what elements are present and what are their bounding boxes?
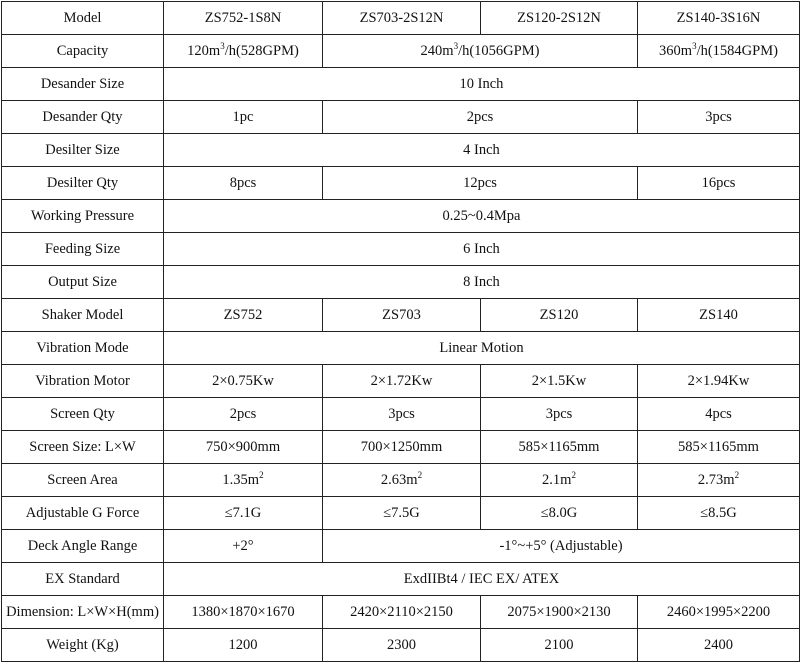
table-cell: ZS752-1S8N (164, 2, 323, 35)
table-row (2, 398, 800, 431)
row-label: Adjustable G Force (2, 497, 164, 530)
table-cell: ≤8.0G (481, 497, 638, 530)
table-row (2, 299, 800, 332)
row-label: Vibration Mode (2, 332, 164, 365)
row-label: Working Pressure (2, 200, 164, 233)
table-cell (638, 464, 800, 497)
table-row (2, 464, 800, 497)
table-cell: 2100 (481, 629, 638, 662)
cell-value: 2.63m (380, 471, 418, 488)
table-row (2, 233, 800, 266)
table-cell: 2400 (638, 629, 800, 662)
row-label: Deck Angle Range (2, 530, 164, 563)
table-row (2, 200, 800, 233)
cell-superscript: 2 (571, 469, 576, 480)
table-cell: ZS140-3S16N (638, 2, 800, 35)
table-cell: 1200 (164, 629, 323, 662)
table-cell: 3pcs (638, 101, 800, 134)
table-row (2, 134, 800, 167)
table-cell: -1°~+5° (Adjustable) (323, 530, 800, 563)
table-cell: 2×1.94Kw (638, 365, 800, 398)
cell-superscript: 3 (692, 40, 697, 51)
table-row (2, 167, 800, 200)
table-cell: Linear Motion (164, 332, 800, 365)
row-label: EX Standard (2, 563, 164, 596)
table-cell: ExdIIBt4 / IEC EX/ ATEX (164, 563, 800, 596)
cell-value: 2.73m (697, 471, 735, 488)
cell-value: 240m (420, 42, 454, 59)
cell-unit: /h(1056GPM) (458, 42, 540, 59)
table-cell: ≤7.5G (323, 497, 481, 530)
table-cell: ZS140 (638, 299, 800, 332)
table-cell: ≤8.5G (638, 497, 800, 530)
row-label: Vibration Motor (2, 365, 164, 398)
table-row (2, 266, 800, 299)
table-row (2, 629, 800, 662)
table-cell: 4 Inch (164, 134, 800, 167)
table-row (2, 563, 800, 596)
table-cell: 8 Inch (164, 266, 800, 299)
table-cell: 585×1165mm (481, 431, 638, 464)
row-label: Model (2, 2, 164, 35)
table-cell: ZS120 (481, 299, 638, 332)
table-row (2, 596, 800, 629)
table-cell: 2300 (323, 629, 481, 662)
table-cell: ≤7.1G (164, 497, 323, 530)
row-label: Output Size (2, 266, 164, 299)
table-cell: 2pcs (164, 398, 323, 431)
table-row (2, 530, 800, 563)
table-cell: 700×1250mm (323, 431, 481, 464)
table-row (2, 497, 800, 530)
table-cell: ZS120-2S12N (481, 2, 638, 35)
table-cell: ZS703 (323, 299, 481, 332)
cell-value: 2.1m (542, 471, 572, 488)
cell-superscript: 2 (734, 469, 740, 480)
table-cell: ZS703-2S12N (323, 2, 481, 35)
cell-value: 360m (659, 42, 693, 59)
row-label: Dimension: L×W×H(mm) (2, 596, 164, 629)
table-cell (638, 35, 800, 68)
cell-superscript: 3 (220, 40, 225, 51)
cell-value: 1.35m (222, 471, 260, 488)
table-cell: 4pcs (638, 398, 800, 431)
specification-table (1, 1, 800, 662)
cell-superscript: 2 (259, 469, 264, 480)
table-row (2, 68, 800, 101)
table-cell: 16pcs (638, 167, 800, 200)
table-cell (164, 464, 323, 497)
table-cell: 585×1165mm (638, 431, 800, 464)
row-label: Weight (Kg) (2, 629, 164, 662)
specification-table-body (2, 2, 800, 662)
cell-value: 120m (187, 42, 221, 59)
table-cell: 10 Inch (164, 68, 800, 101)
table-cell (323, 464, 481, 497)
table-cell: +2° (164, 530, 323, 563)
table-cell (481, 464, 638, 497)
table-cell: 0.25~0.4Mpa (164, 200, 800, 233)
table-cell: 3pcs (323, 398, 481, 431)
table-cell: 1pc (164, 101, 323, 134)
table-cell (164, 35, 323, 68)
table-cell: 2075×1900×2130 (481, 596, 638, 629)
table-cell: 2420×2110×2150 (323, 596, 481, 629)
table-cell: 6 Inch (164, 233, 800, 266)
row-label: Desilter Qty (2, 167, 164, 200)
table-cell: 1380×1870×1670 (164, 596, 323, 629)
table-cell: 2×1.5Kw (481, 365, 638, 398)
cell-unit: /h(528GPM) (224, 42, 299, 59)
cell-superscript: 2 (417, 469, 423, 480)
row-label: Desilter Size (2, 134, 164, 167)
cell-unit: /h(1584GPM) (696, 42, 778, 59)
table-row (2, 35, 800, 68)
row-label: Capacity (2, 35, 164, 68)
row-label: Desander Qty (2, 101, 164, 134)
table-cell (323, 35, 638, 68)
table-cell: 12pcs (323, 167, 638, 200)
row-label: Desander Size (2, 68, 164, 101)
table-row (2, 101, 800, 134)
table-row (2, 431, 800, 464)
row-label: Feeding Size (2, 233, 164, 266)
row-label: Shaker Model (2, 299, 164, 332)
table-cell: ZS752 (164, 299, 323, 332)
row-label: Screen Area (2, 464, 164, 497)
table-cell: 2×1.72Kw (323, 365, 481, 398)
row-label: Screen Qty (2, 398, 164, 431)
table-cell: 2460×1995×2200 (638, 596, 800, 629)
table-cell: 2×0.75Kw (164, 365, 323, 398)
row-label: Screen Size: L×W (2, 431, 164, 464)
table-row (2, 332, 800, 365)
table-row (2, 2, 800, 35)
table-cell: 2pcs (323, 101, 638, 134)
cell-superscript: 3 (453, 40, 459, 51)
table-row (2, 365, 800, 398)
table-cell: 750×900mm (164, 431, 323, 464)
table-cell: 3pcs (481, 398, 638, 431)
table-cell: 8pcs (164, 167, 323, 200)
